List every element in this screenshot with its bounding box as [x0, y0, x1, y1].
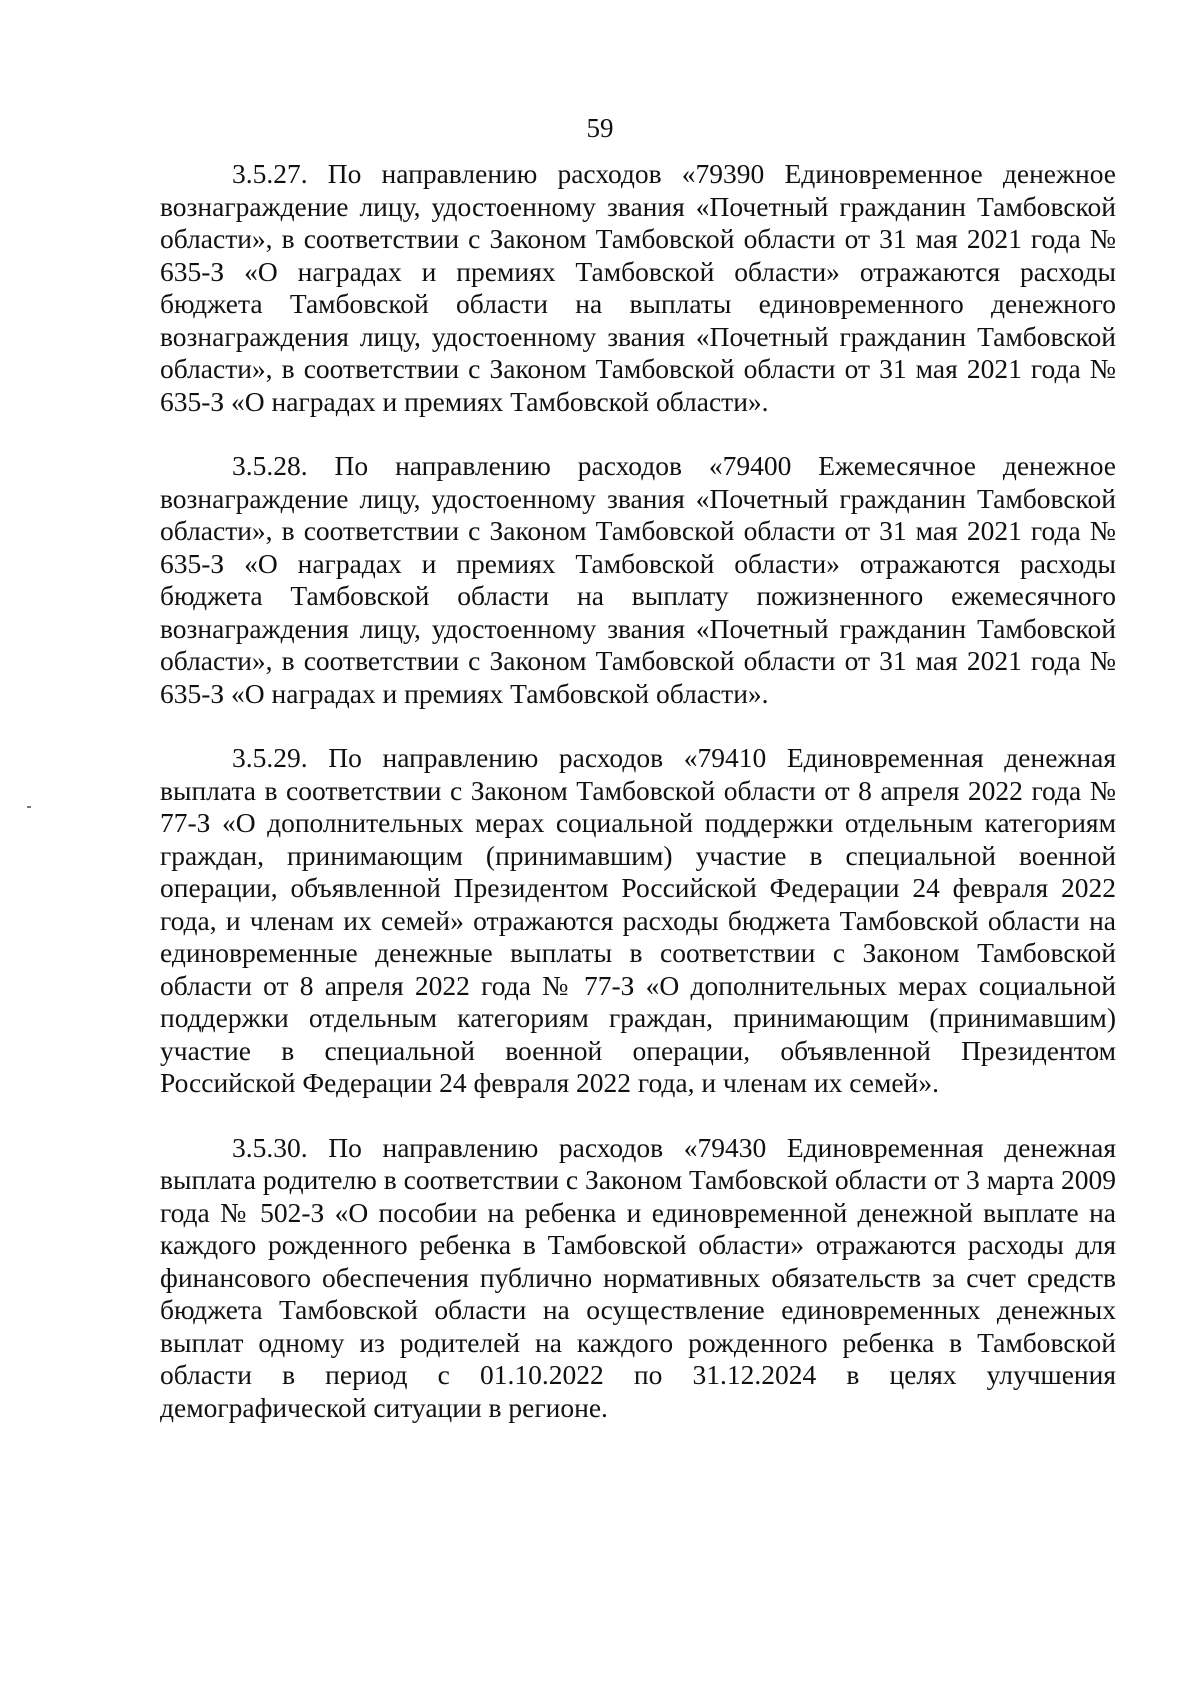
document-body — [160, 158, 1116, 1456]
paragraph-3-5-29: 3.5.29. По направлению расходов «79410 Единовременная денежная выплата в соответствии с Законом Тамбовской области от 8 апреля 2022 года № 77-З «О дополнительных мерах социальной поддержки отдельным категориям граждан, принимающим (принимавшим) участие в специальной военной операции, объявленной Президентом Российской Федерации 24 февраля 2022 года, и членам их семей» отражаются расходы бюджета Тамбовской области на единовременные денежные выплаты в соответствии с Законом Тамбовской области от 8 апреля 2022 года № 77-З «О дополнительных мерах социальной поддержки отдельным категориям граждан, принимающим (принимавшим) участие в специальной военной операции, объявленной Президентом Российской Федерации 24 февраля 2022 года, и членам их семей». — [160, 742, 1116, 1098]
paragraph-3-5-30: 3.5.30. По направлению расходов «79430 Единовременная денежная выплата родителю в соответствии с Законом Тамбовской области от 3 марта 2009 года № 502-З «О пособии на ребенка и единовременной денежной выплате на каждого рожденного ребенка в Тамбовской области» отражаются расходы для финансового обеспечения публично нормативных обязательств за счет средств бюджета Тамбовской области на осуществление единовременных денежных выплат одному из родителей на каждого рожденного ребенка в Тамбовской области в период с 01.10.2022 по 31.12.2024 в целях улучшения демографической ситуации в регионе. — [160, 1131, 1116, 1423]
page-number: 59 — [586, 113, 614, 143]
scan-speck — [27, 806, 31, 808]
paragraph-3-5-27: 3.5.27. По направлению расходов «79390 Единовременное денежное вознаграждение лицу, удостоенному звания «Почетный гражданин Тамбовской области», в соответствии с Законом Тамбовской области от 31 мая 2021 года № 635-З «О наградах и премиях Тамбовской области» отражаются расходы бюджета Тамбовской области на выплаты единовременного денежного вознаграждения лицу, удостоенному звания «Почетный гражданин Тамбовской области», в соответствии с Законом Тамбовской области от 31 мая 2021 года № 635-З «О наградах и премиях Тамбовской области». — [160, 158, 1116, 417]
paragraph-3-5-28: 3.5.28. По направлению расходов «79400 Ежемесячное денежное вознаграждение лицу, удостоенному звания «Почетный гражданин Тамбовской области», в соответствии с Законом Тамбовской области от 31 мая 2021 года № 635-З «О наградах и премиях Тамбовской области» отражаются расходы бюджета Тамбовской области на выплату пожизненного ежемесячного вознаграждения лицу, удостоенному звания «Почетный гражданин Тамбовской области», в соответствии с Законом Тамбовской области от 31 мая 2021 года № 635-З «О наградах и премиях Тамбовской области». — [160, 450, 1116, 709]
